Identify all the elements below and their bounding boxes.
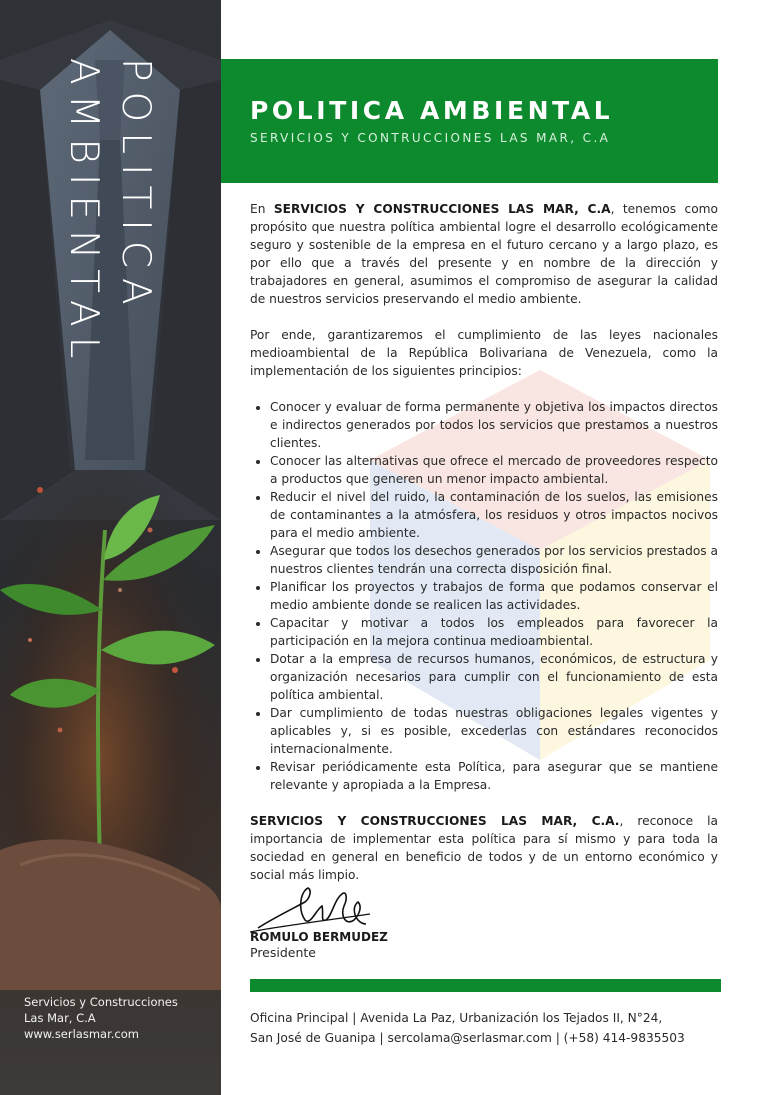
- page-subtitle: SERVICIOS Y CONTRUCCIONES LAS MAR, C.A: [250, 131, 611, 145]
- principle-item: • Planificar los proyectos y trabajos de forma que podamos conservar el medio ambiente donde se realicen las actividades.: [270, 578, 718, 614]
- principle-item: • Reducir el nivel del ruido, la contaminación de los suelos, las emisiones de contaminantes a la atmósfera, los residuos y otros impactos nocivos para el medio ambiente.: [270, 488, 718, 542]
- footer-address: [250, 1008, 730, 1048]
- plant-in-hands-photo: [0, 470, 221, 990]
- vertical-title: [60, 58, 160, 398]
- page-title: POLITICA AMBIENTAL: [250, 96, 614, 125]
- intro-text: , tenemos como propósito que nuestra política ambiental logre el desarrollo ecológicamente seguro y sostenible de la empresa en el futuro cercano y a largo plazo, es por ello que a través del presente y en nombre de la dirección y trabajadores en general, asumimos el compromiso de asegurar la calidad de nuestros servicios preservando el medio ambiente.: [250, 202, 718, 306]
- header-band: [221, 59, 718, 183]
- principles-intro-paragraph: Por ende, garantizaremos el cumplimiento de las leyes nacionales medioambiental de la República Bolivariana de Venezuela, como la implementación de los siguientes principios:: [250, 328, 718, 378]
- closing-company-name: SERVICIOS Y CONSTRUCCIONES LAS MAR, C.A.: [250, 814, 620, 828]
- principle-item: • Dotar a la empresa de recursos humanos, económicos, de estructura y organización necesarios para cumplir con el funcionamiento de esta política ambiental.: [270, 650, 718, 704]
- principles-list: [250, 398, 718, 794]
- sidebar-website-link[interactable]: www.serlasmar.com: [24, 1027, 139, 1041]
- address-line1: Oficina Principal | Avenida La Paz, Urbanización los Tejados II, N°24,: [250, 1011, 663, 1025]
- footer-divider-bar: [250, 979, 721, 992]
- intro-lead: En: [250, 202, 274, 216]
- sidebar-company-suffix: Las Mar, C.A: [24, 1011, 96, 1025]
- principle-item: • Conocer las alternativas que ofrece el mercado de proveedores respecto a productos que generen un menor impacto ambiental.: [270, 452, 718, 488]
- policy-body: [250, 200, 718, 884]
- vertical-title-line1: POLITICA: [113, 58, 158, 315]
- intro-paragraph: [250, 200, 718, 308]
- sidebar-company-info: [24, 994, 214, 1042]
- principle-item: • Conocer y evaluar de forma permanente y objetiva los impactos directos e indirectos generados por todos los servicios que prestamos a nuestros clientes.: [270, 398, 718, 452]
- closing-text: , reconoce la importancia de implementar esta política para sí mismo y para toda la sociedad en general en beneficio de todos y de un entorno económico y social más limpio.: [250, 814, 718, 882]
- principle-item: • Asegurar que todos los desechos generados por los servicios prestados a nuestros clientes tendrán una correcta disposición final.: [270, 542, 718, 578]
- address-line2: San José de Guanipa | sercolama@serlasmar.com | (+58) 414-9835503: [250, 1031, 685, 1045]
- closing-paragraph: [250, 812, 718, 884]
- signatory-name: ROMULO BERMUDEZ: [250, 930, 388, 944]
- sidebar: [0, 0, 221, 1095]
- principle-item: • Capacitar y motivar a todos los empleados para favorecer la participación en la mejora continua medioambiental.: [270, 614, 718, 650]
- signatory-role: Presidente: [250, 945, 316, 960]
- principle-item: • Revisar periódicamente esta Política, para asegurar que se mantiene relevante y apropiada a la Empresa.: [270, 758, 718, 794]
- principle-item: • Dar cumplimiento de todas nuestras obligaciones legales vigentes y aplicables y, si es posible, excederlas con estándares reconocidos internacionalmente.: [270, 704, 718, 758]
- intro-company-name: SERVICIOS Y CONSTRUCCIONES LAS MAR, C.A: [273, 202, 611, 216]
- sidebar-company-name: Servicios y Construcciones: [24, 995, 178, 1009]
- vertical-title-line2: AMBIENTAL: [61, 58, 106, 369]
